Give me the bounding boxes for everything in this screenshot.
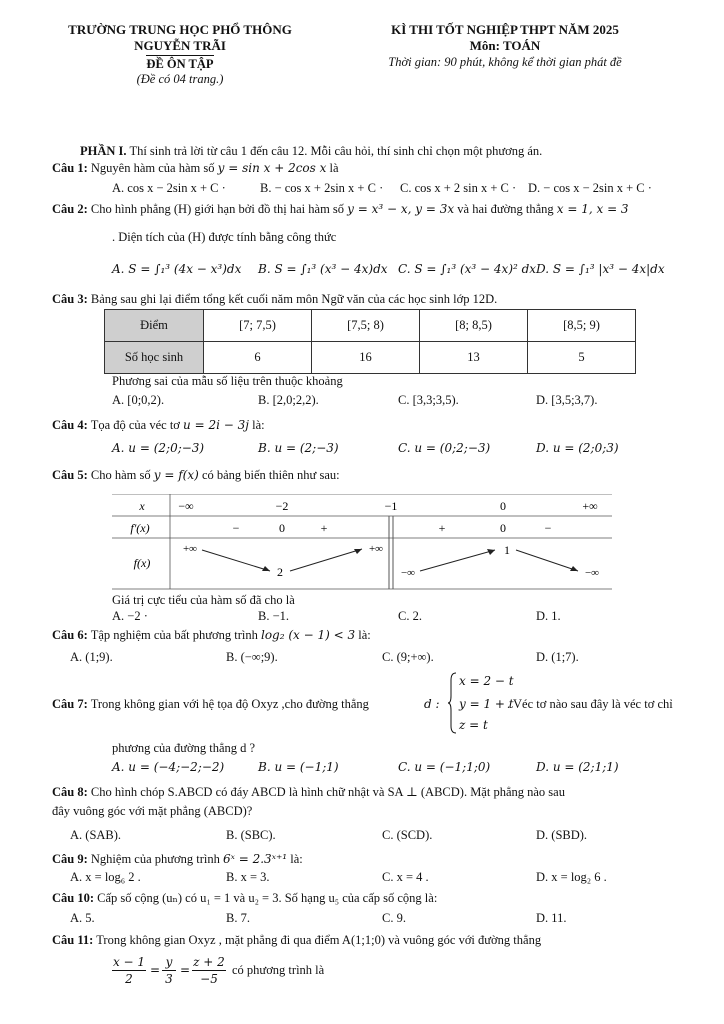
q10-option-c[interactable]: C. 9. bbox=[382, 911, 406, 925]
question-3 bbox=[52, 292, 497, 308]
q11-fraction bbox=[112, 955, 146, 987]
question-5 bbox=[52, 468, 340, 484]
q2-expr2: x = 1, x = 3 bbox=[556, 202, 629, 216]
q11-fraction bbox=[162, 955, 176, 987]
q2-option-d[interactable]: D. S = ∫₁³ |x³ − 4x|dx bbox=[536, 262, 665, 276]
q7-text: Trong không gian với hệ tọa độ Oxyz ,cho đường thẳng bbox=[90, 697, 369, 711]
q4-option-c[interactable]: C. u = (0;2;−3) bbox=[398, 441, 491, 455]
q11-frac1-num: x − 1 bbox=[112, 955, 146, 969]
vt-sign: + bbox=[438, 521, 446, 535]
q7-label: Câu 7: bbox=[52, 697, 88, 711]
vt-zero: 0 bbox=[279, 521, 285, 535]
q4-expr: u = 2i − 3j bbox=[183, 418, 249, 432]
q5-prompt: Giá trị cực tiểu của hàm số đã cho là bbox=[112, 593, 295, 607]
vt-f-value: 2 bbox=[277, 565, 283, 579]
q7-option-d[interactable]: D. u = (2;1;1) bbox=[536, 760, 619, 774]
q11-equals-sign: = bbox=[180, 963, 191, 977]
q9-option-a[interactable]: A. x = log₆ 2 . bbox=[70, 870, 141, 884]
q2-tail: và hai đường thẳng bbox=[457, 202, 554, 216]
q6-option-c[interactable]: C. (9;+∞). bbox=[382, 650, 434, 664]
q7-system-row: y = 1 + t bbox=[459, 697, 514, 711]
q7-option-c[interactable]: C. u = (−1;1;0) bbox=[398, 760, 491, 774]
q8-option-a[interactable]: A. (SAB). bbox=[70, 828, 122, 842]
vt-fp-label: f'(x) bbox=[130, 521, 150, 535]
q7-system-brace bbox=[447, 672, 457, 734]
q7-option-a[interactable]: A. u = (−4;−2;−2) bbox=[112, 760, 225, 774]
vt-f-value: +∞ bbox=[182, 543, 198, 555]
q9-option-d[interactable]: D. x = log₂ 6 . bbox=[536, 870, 607, 884]
q7-line2: phương của đường thẳng d ? bbox=[112, 741, 256, 755]
q5-label: Câu 5: bbox=[52, 468, 88, 482]
q8-option-b[interactable]: B. (SBC). bbox=[226, 828, 276, 842]
table-header-cell: [7,5; 8) bbox=[312, 310, 420, 342]
question-2 bbox=[52, 202, 629, 218]
table-cell: 16 bbox=[312, 342, 420, 374]
vt-f-value: +∞ bbox=[368, 543, 384, 555]
pages-note: (Đề có 04 trang.) bbox=[136, 72, 224, 87]
vt-sign: − bbox=[544, 521, 552, 535]
vt-x-value: +∞ bbox=[582, 499, 598, 513]
q3-label: Câu 3: bbox=[52, 292, 88, 306]
doc-type: ĐỀ ÔN TẬP bbox=[146, 56, 214, 71]
q7-tail: . Véc tơ nào sau đây là véc tơ chỉ bbox=[507, 697, 673, 711]
q11-text: Trong không gian Oxyz , mặt phẳng đi qua điểm A(1;1;0) và vuông góc với đường thẳng bbox=[96, 933, 542, 947]
q8-label: Câu 8: bbox=[52, 785, 88, 799]
school-header bbox=[40, 22, 320, 88]
vt-x-value: −2 bbox=[275, 499, 289, 513]
q10-text: Cấp số cộng (uₙ) có u₁ = 1 và u₂ = 3. Số hạng u₅ của cấp số cộng là: bbox=[97, 891, 438, 905]
q7-option-b[interactable]: B. u = (−1;1) bbox=[258, 760, 339, 774]
q11-equals-sign: = bbox=[150, 963, 161, 977]
subject: Môn: TOÁN bbox=[469, 38, 541, 54]
q10-option-a[interactable]: A. 5. bbox=[70, 911, 95, 925]
q6-expr: log₂ (x − 1) < 3 bbox=[260, 628, 356, 642]
q4-text: Tọa độ của véc tơ bbox=[90, 418, 180, 432]
q9-tail: là: bbox=[290, 852, 303, 866]
q1-label: Câu 1: bbox=[52, 161, 88, 175]
q9-expr: 6ˣ = 2.3ˣ⁺¹ bbox=[223, 852, 288, 866]
exam-header bbox=[340, 22, 670, 70]
q6-option-d[interactable]: D. (1;7). bbox=[536, 650, 579, 664]
q5-option-d[interactable]: D. 1. bbox=[536, 609, 561, 623]
table-row-label: Số học sinh bbox=[105, 342, 204, 374]
vt-arrow-down bbox=[516, 550, 578, 571]
table-row bbox=[105, 342, 636, 374]
time-note: Thời gian: 90 phút, không kể thời gian phát đề bbox=[388, 54, 622, 69]
q6-option-a[interactable]: A. (1;9). bbox=[70, 650, 113, 664]
q2-option-a[interactable]: A. S = ∫₁³ (4x − x³)dx bbox=[112, 262, 242, 276]
q11-frac3-num: z + 2 bbox=[193, 955, 225, 969]
question-1 bbox=[52, 161, 339, 177]
vt-arrow-up bbox=[290, 549, 362, 571]
q5-tail: có bảng biến thiên như sau: bbox=[201, 468, 340, 482]
part1-heading bbox=[80, 144, 542, 160]
q2-label: Câu 2: bbox=[52, 202, 88, 216]
q4-tail: là: bbox=[252, 418, 265, 432]
vt-x-value: −∞ bbox=[178, 499, 194, 513]
vt-sign: − bbox=[232, 521, 240, 535]
q11-frac1-den: 2 bbox=[125, 972, 133, 986]
vt-x-value: −1 bbox=[384, 499, 398, 513]
q5-option-c[interactable]: C. 2. bbox=[398, 609, 422, 623]
q8-line2: đây vuông góc với mặt phẳng (ABCD)? bbox=[52, 804, 253, 818]
vt-sign: + bbox=[320, 521, 328, 535]
q8-option-c[interactable]: C. (SCD). bbox=[382, 828, 433, 842]
school-line2: NGUYỄN TRÃI bbox=[134, 38, 226, 54]
q6-option-b[interactable]: B. (−∞;9). bbox=[226, 650, 278, 664]
q3-option-a[interactable]: A. [0;0,2). bbox=[112, 393, 165, 407]
vt-f-value: 1 bbox=[504, 543, 510, 557]
question-11 bbox=[52, 933, 692, 949]
q11-frac3-den: −5 bbox=[200, 972, 218, 986]
q10-option-d[interactable]: D. 11. bbox=[536, 911, 567, 925]
table-header-cell: [8,5; 9) bbox=[528, 310, 636, 342]
q6-label: Câu 6: bbox=[52, 628, 88, 642]
q1-option-d[interactable]: D. − cos x − 2sin x + C · bbox=[528, 181, 652, 195]
q3-option-c[interactable]: C. [3,3;3,5). bbox=[398, 393, 459, 407]
q7-system-row: z = t bbox=[459, 718, 488, 732]
q7-system-row: x = 2 − t bbox=[459, 674, 514, 688]
q8-text: Cho hình chóp S.ABCD có đáy ABCD là hình chữ nhật và SA ⊥ (ABCD). Mặt phẳng nào sau bbox=[90, 785, 565, 799]
vt-f-label: f(x) bbox=[133, 556, 151, 570]
question-6 bbox=[52, 628, 371, 644]
vt-x-value: 0 bbox=[500, 499, 506, 513]
question-4 bbox=[52, 418, 265, 434]
q9-text: Nghiệm của phương trình bbox=[90, 852, 220, 866]
vt-arrow-down bbox=[202, 550, 270, 571]
score-table bbox=[104, 309, 636, 374]
q3-prompt: Phương sai của mẫu số liệu trên thuộc khoảng bbox=[112, 374, 343, 388]
part1-title: PHẦN I. bbox=[80, 144, 127, 158]
q2-option-b[interactable]: B. S = ∫₁³ (x³ − 4x)dx bbox=[258, 262, 388, 276]
q9-option-c[interactable]: C. x = 4 . bbox=[382, 870, 429, 884]
q1-option-a[interactable]: A. cos x − 2sin x + C · bbox=[112, 181, 226, 195]
q11-frac2-den: 3 bbox=[165, 972, 173, 986]
q11-frac2-num: y bbox=[162, 955, 176, 971]
q4-option-a[interactable]: A. u = (2;0;−3) bbox=[112, 441, 205, 455]
q4-option-d[interactable]: D. u = (2;0;3) bbox=[536, 441, 619, 455]
table-header-cell: [7; 7,5) bbox=[204, 310, 312, 342]
table-row bbox=[105, 310, 636, 342]
q2-expr: y = x³ − x, y = 3x bbox=[347, 202, 455, 216]
q6-tail: là: bbox=[358, 628, 371, 642]
q4-option-b[interactable]: B. u = (2;−3) bbox=[258, 441, 339, 455]
question-9 bbox=[52, 852, 303, 868]
q2-option-c[interactable]: C. S = ∫₁³ (x³ − 4x)² dx bbox=[398, 262, 537, 276]
q11-label: Câu 11: bbox=[52, 933, 94, 947]
school-line1: TRƯỜNG TRUNG HỌC PHỔ THÔNG bbox=[68, 22, 292, 37]
table-cell: 13 bbox=[420, 342, 528, 374]
q10-label: Câu 10: bbox=[52, 891, 95, 905]
q5-expr: y = f(x) bbox=[153, 468, 199, 482]
q1-option-c[interactable]: C. cos x + 2 sin x + C · bbox=[400, 181, 517, 195]
q1-expr: y = sin x + 2cos x bbox=[217, 161, 327, 175]
vt-zero: 0 bbox=[500, 521, 506, 535]
exam-title: KÌ THI TỐT NGHIỆP THPT NĂM 2025 bbox=[391, 22, 619, 37]
vt-f-value: −∞ bbox=[400, 567, 416, 579]
q2-text: Cho hình phẳng (H) giới hạn bởi đồ thị hai hàm số bbox=[90, 202, 345, 216]
q11-tail: có phương trình là bbox=[232, 963, 325, 977]
q1-option-b[interactable]: B. − cos x + 2sin x + C · bbox=[260, 181, 384, 195]
question-10 bbox=[52, 891, 437, 907]
q5-option-a[interactable]: A. −2 · bbox=[112, 609, 148, 623]
q3-option-d[interactable]: D. [3,5;3,7). bbox=[536, 393, 598, 407]
q10-option-b[interactable]: B. 7. bbox=[226, 911, 250, 925]
q7-line-label: d : bbox=[424, 697, 440, 711]
question-7 bbox=[52, 697, 369, 713]
table-cell: 6 bbox=[204, 342, 312, 374]
q1-tail: là bbox=[329, 161, 339, 175]
table-cell: 5 bbox=[528, 342, 636, 374]
q9-label: Câu 9: bbox=[52, 852, 88, 866]
q8-option-d[interactable]: D. (SBD). bbox=[536, 828, 588, 842]
vt-arrow-up bbox=[420, 550, 495, 571]
q4-label: Câu 4: bbox=[52, 418, 88, 432]
vt-x-label: x bbox=[139, 499, 145, 513]
q5-option-b[interactable]: B. −1. bbox=[258, 609, 290, 623]
question-8 bbox=[52, 785, 565, 801]
part1-instruction: Thí sinh trả lời từ câu 1 đến câu 12. Mỗi câu hỏi, thí sinh chỉ chọn một phương án. bbox=[129, 144, 543, 158]
q11-fraction bbox=[192, 955, 226, 987]
vt-f-value: −∞ bbox=[584, 567, 600, 579]
table-header-cell: Điểm bbox=[105, 310, 204, 342]
q3-text: Bảng sau ghi lại điểm tổng kết cuối năm môn Ngữ văn của các học sinh lớp 12D. bbox=[90, 292, 498, 306]
table-header-cell: [8; 8,5) bbox=[420, 310, 528, 342]
variation-table bbox=[112, 494, 612, 590]
q1-text: Nguyên hàm của hàm số bbox=[90, 161, 215, 175]
q9-option-b[interactable]: B. x = 3. bbox=[226, 870, 270, 884]
q3-option-b[interactable]: B. [2,0;2,2). bbox=[258, 393, 319, 407]
q5-text: Cho hàm số bbox=[90, 468, 151, 482]
q6-text: Tập nghiệm của bất phương trình bbox=[90, 628, 258, 642]
q2-line2: . Diện tích của (H) được tính bằng công thức bbox=[112, 230, 337, 244]
